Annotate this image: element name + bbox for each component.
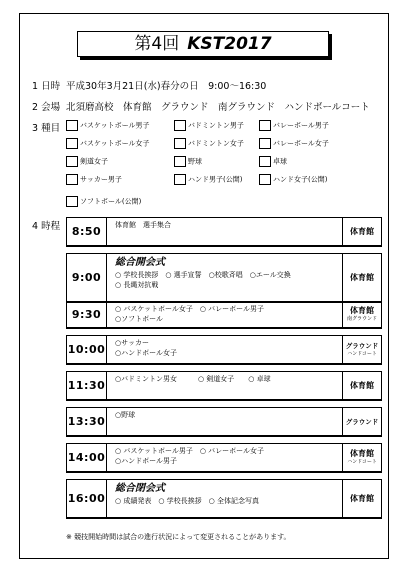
date-value: 平成30年3月21日(水)春分の日 9:00～16:30 — [66, 81, 267, 92]
schedule-venue: 体育館 南グラウンド — [342, 302, 381, 327]
schedule-venue: 体育館 ハンドコート — [342, 444, 381, 471]
events-line — [32, 120, 66, 134]
checkbox-icon — [259, 138, 271, 149]
event-item: バドミントン女子 — [174, 138, 244, 149]
venue-line — [32, 99, 370, 113]
venue-value: 北須磨高校 体育館 グラウンド 南グラウンド ハンドボールコート — [66, 102, 370, 113]
schedule-time: 11:30 — [67, 372, 107, 399]
schedule-time: 9:30 — [67, 302, 107, 327]
venue-label: 2 会場 — [32, 102, 61, 113]
schedule-venue: グラウンド — [342, 408, 381, 435]
schedule-content: 総合開会式 ○ 学校長挨拶 ○ 選手宣誓 ○校歌斉唱 ○エール交換 ○ 長縄対抗戦 — [115, 256, 341, 290]
event-item: 剣道女子 — [66, 156, 108, 167]
event-item: 卓球 — [259, 156, 287, 167]
schedule-row — [66, 217, 382, 247]
date-line — [32, 78, 266, 92]
schedule-venue: 体育館 — [342, 254, 381, 301]
event-item: バスケットボール男子 — [66, 120, 150, 131]
schedule-content: 体育館 選手集合 — [115, 221, 171, 229]
checkbox-icon — [174, 174, 186, 185]
checkbox-icon — [259, 156, 271, 167]
schedule-row — [66, 479, 382, 519]
events-label: 3 種目 — [32, 123, 61, 134]
schedule-venue: 体育館 — [342, 372, 381, 399]
schedule-content: ○バドミントン男女 ○ 剣道女子 ○ 卓球 — [115, 375, 271, 383]
checkbox-icon — [259, 174, 271, 185]
schedule-content: 総合閉会式 ○ 成績発表 ○ 学校長挨拶 ○ 全体記念写真 — [115, 482, 341, 506]
schedule-row — [66, 253, 382, 303]
schedule-row — [66, 301, 382, 329]
schedule-time: 16:00 — [67, 480, 107, 517]
closing-ceremony-title: 総合閉会式 — [115, 483, 165, 494]
opening-ceremony-title: 総合開会式 — [115, 257, 165, 268]
schedule-time: 8:50 — [67, 218, 107, 245]
date-label: 1 日時 — [32, 81, 61, 92]
schedule-time: 9:00 — [67, 254, 107, 301]
schedule-table — [66, 217, 382, 523]
schedule-row — [66, 443, 382, 473]
schedule-venue: 体育館 — [342, 218, 381, 245]
schedule-venue: グラウンド ハンドコート — [342, 336, 381, 363]
checkbox-icon — [174, 156, 186, 167]
schedule-content: ○野球 — [115, 411, 136, 419]
schedule-venue: 体育館 — [342, 480, 381, 517]
title-kst: KST2017 — [187, 34, 272, 54]
schedule-row — [66, 335, 382, 365]
schedule-time: 13:30 — [67, 408, 107, 435]
event-item: バレーボール女子 — [259, 138, 329, 149]
checkbox-icon — [66, 196, 78, 207]
event-item: ソフトボール(公開) — [66, 196, 141, 207]
schedule-content: ○ バスケットボール女子 ○ バレーボール男子 ○ソフトボール — [115, 305, 265, 323]
schedule-time: 10:00 — [67, 336, 107, 363]
event-item: ハンド女子(公開) — [259, 174, 327, 185]
document-title — [77, 31, 329, 57]
schedule-row — [66, 371, 382, 401]
checkbox-icon — [66, 156, 78, 167]
checkbox-icon — [66, 138, 78, 149]
checkbox-icon — [66, 174, 78, 185]
event-item: ハンド男子(公開) — [174, 174, 242, 185]
footnote: ※ 競技開始時間は試合の進行状況によって変更されることがあります。 — [66, 533, 291, 541]
schedule-content: ○ バスケットボール男子 ○ バレーボール女子 ○ハンドボール男子 — [115, 447, 265, 465]
checkbox-icon — [66, 120, 78, 131]
schedule-time: 14:00 — [67, 444, 107, 471]
checkbox-icon — [259, 120, 271, 131]
schedule-row — [66, 407, 382, 437]
event-item: バレーボール男子 — [259, 120, 329, 131]
event-item: バドミントン男子 — [174, 120, 244, 131]
checkbox-icon — [174, 120, 186, 131]
schedule-label: 4 時程 — [32, 221, 61, 232]
checkbox-icon — [174, 138, 186, 149]
schedule-content: ○サッカー ○ハンドボール女子 — [115, 339, 177, 357]
event-item: サッカー男子 — [66, 174, 122, 185]
event-item: バスケットボール女子 — [66, 138, 150, 149]
title-main: 第4回 — [134, 34, 180, 54]
event-item: 野球 — [174, 156, 202, 167]
